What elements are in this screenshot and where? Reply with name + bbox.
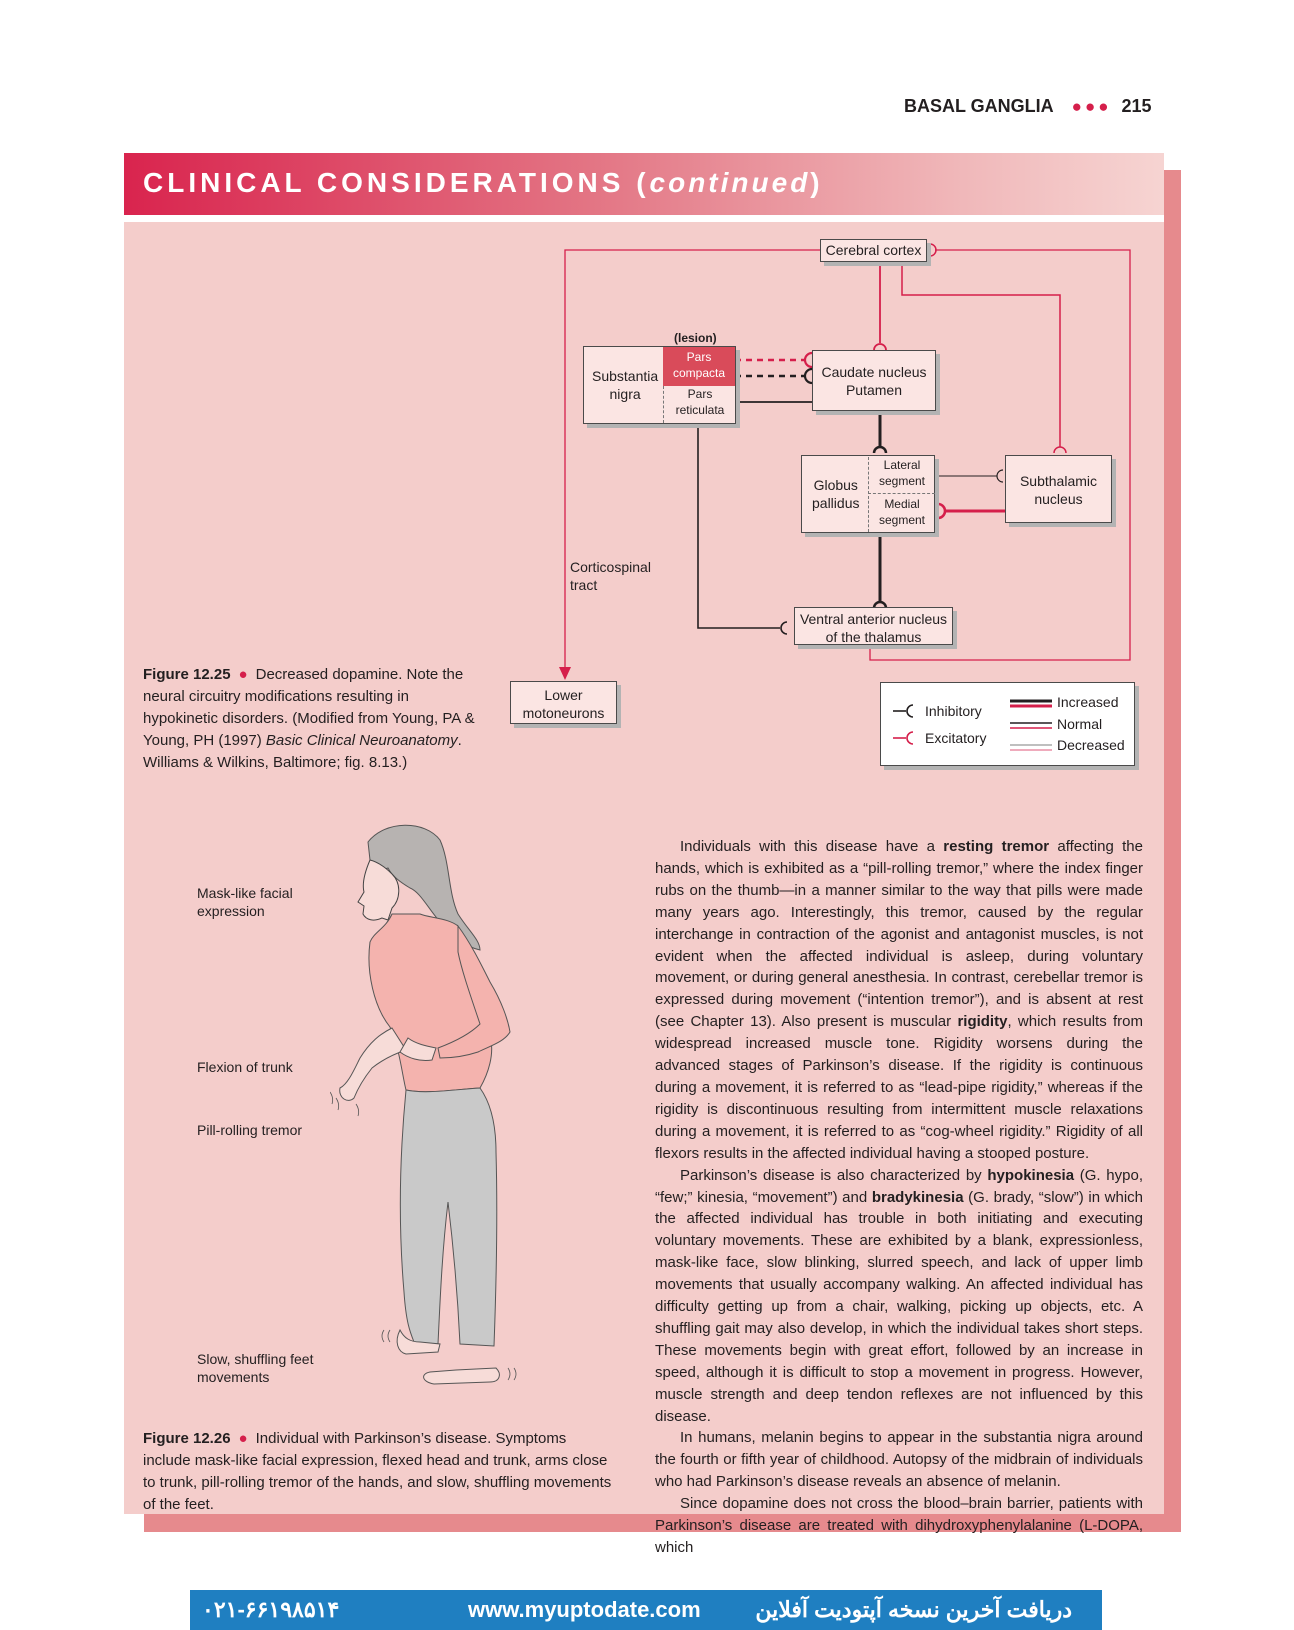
label-shuffling-feet: Slow, shuffling feet movements <box>197 1351 314 1385</box>
legend-excitatory: Excitatory <box>925 730 987 746</box>
cerebral-cortex-box: Cerebral cortex <box>820 239 927 262</box>
legend-increased: Increased <box>1057 694 1119 710</box>
corticospinal-label: Corticospinal tract <box>570 559 651 593</box>
paragraph-hypokinesia: Parkinson’s disease is also characterized by hypokinesia (G. hypo, “few;” kinesia, “movement”) and bradykinesia (G. brady, “slow”) in which the affected individual has trouble in both initiating and executing voluntary movements. These are exhibited by a blank, expressionless, mask-like face, slow blinking, slurred speech, and lack of upper limb movements that usually accompany walking. An affected individual has difficulty getting up from a chair, walking, picking up objects, etc. A shuffling gait may also develop, in which the individual takes short steps. These movements begin with great effort, followed by an increase in speed, although it is difficult to stop a movement in progress. However, muscle strength and deep tendon reflexes are not influenced by this disease. <box>655 1166 1143 1425</box>
legend-normal: Normal <box>1057 716 1103 732</box>
compacta-black-terminal <box>805 369 812 383</box>
pars-reticulata: Pars reticulata <box>663 386 736 423</box>
figure-12-26-caption: Figure 12.26 ● Individual with Parkinson’s disease. Symptoms include mask-like facial expression, flexed head and trunk, arms close to trunk, pill-rolling tremor of the hands, and slow, shuffling movements of the feet. <box>143 1430 612 1513</box>
footer-url[interactable]: www.myuptodate.com <box>468 1597 701 1622</box>
section-name: BASAL GANGLIA <box>904 96 1054 116</box>
compacta-red-terminal <box>805 353 812 367</box>
subthalamic-excitatory-terminal <box>1054 447 1066 453</box>
pars-compacta: Pars compacta <box>663 347 735 386</box>
parkinson-figure-illustration <box>330 822 540 1402</box>
subthalamic-nucleus-box: Subthalamic nucleus <box>1005 455 1112 523</box>
corticospinal-arrowhead <box>559 667 571 680</box>
body-text <box>655 836 1143 1559</box>
footer-phone: ۰۲۱-۶۶۱۹۸۵۱۴ <box>202 1597 340 1622</box>
paragraph-melanin: In humans, melanin begins to appear in the substantia nigra around the fourth or fifth year of childhood. Autopsy of the midbrain of individuals who had Parkinson’s disease reveals an absence of melanin. <box>655 1429 1143 1491</box>
legend-line-weights <box>1010 693 1052 759</box>
corticospinal-line <box>565 250 820 670</box>
label-pill-rolling-tremor: Pill-rolling tremor <box>197 1122 303 1138</box>
medial-segment: Medial segment <box>868 496 935 532</box>
paragraph-dopamine: Since dopamine does not cross the blood–brain barrier, patients with Parkinson’s disease are treated with dihydroxyphenylalanine (L-DOPA, which <box>655 1495 1143 1556</box>
globus-pallidus-label: Globus pallidus <box>812 477 860 511</box>
footer-banner <box>190 1590 1102 1630</box>
substantia-nigra-label: Substantia nigra <box>592 368 659 402</box>
reticulata-thalamus-line <box>698 422 780 628</box>
ventral-anterior-box: Ventral anterior nucleus of the thalamus <box>794 607 953 645</box>
header-dots: ●●● <box>1071 97 1112 116</box>
lower-motoneurons-box: Lower motoneurons <box>510 681 617 724</box>
legend-inhibitory: Inhibitory <box>925 703 982 719</box>
page-number: 215 <box>1121 96 1152 116</box>
section-title: CLINICAL CONSIDERATIONS (continued) <box>143 167 824 198</box>
legend-decreased: Decreased <box>1057 737 1125 753</box>
paragraph-resting-tremor: Individuals with this disease have a resting tremor affecting the hands, which is exhibited as a “pill-rolling tremor,” where the index finger rubs on the thumb—in a manner similar to the way that pills were made many years ago. Interestingly, this tremor, caused by the regular interchange in contraction of the agonist and antagonist muscles, is not evident when the affected individual is asleep, during voluntary movement, or during general anesthesia. In contrast, cerebellar tremor is expressed during movement (“intention tremor”), and is absent at rest (see Chapter 13). Also present is muscular rigidity, which results from widespread increased muscle tone. Rigidity worsens during the advanced stages of Parkinson’s disease. If the rigidity is continuous during a movement, it is referred to as “lead-pipe rigidity,” whereas if the rigidity is discontinuous resulting from intermittent muscle relaxations during a movement, it is referred to as “cog-wheel rigidity.” Rigidity of all flexors results in the affected individual having a stooped posture. <box>655 838 1143 1162</box>
legend <box>880 682 1135 766</box>
label-flexion-of-trunk: Flexion of trunk <box>197 1059 293 1075</box>
pallidus-inhibitory-terminal <box>874 447 886 453</box>
legend-terminal-icons <box>893 701 917 747</box>
lesion-label: (lesion) <box>674 331 717 345</box>
thalamus-left-terminal <box>781 622 787 634</box>
globus-pallidus-box <box>801 455 935 533</box>
lateral-segment: Lateral segment <box>868 457 935 494</box>
label-mask-like-face: Mask-like facial expression <box>197 885 293 919</box>
substantia-nigra-box <box>583 346 736 424</box>
figure-12-25-caption: Figure 12.25 ● Decreased dopamine. Note the neural circuitry modifications resulting in hypokinetic disorders. (Modified from Young, PA & Young, PH (1997) Basic Clinical Neuroanatomy. Williams & Wilkins, Baltimore; fig. 8.13.) <box>143 666 475 771</box>
medial-excitatory-terminal <box>938 504 945 518</box>
caudate-putamen-box: Caudate nucleus Putamen <box>812 350 936 411</box>
footer-persian-text: دریافت آخرین نسخه آپتودیت آفلاین <box>755 1597 1072 1622</box>
subthalamic-inhibitory-terminal <box>997 470 1003 482</box>
